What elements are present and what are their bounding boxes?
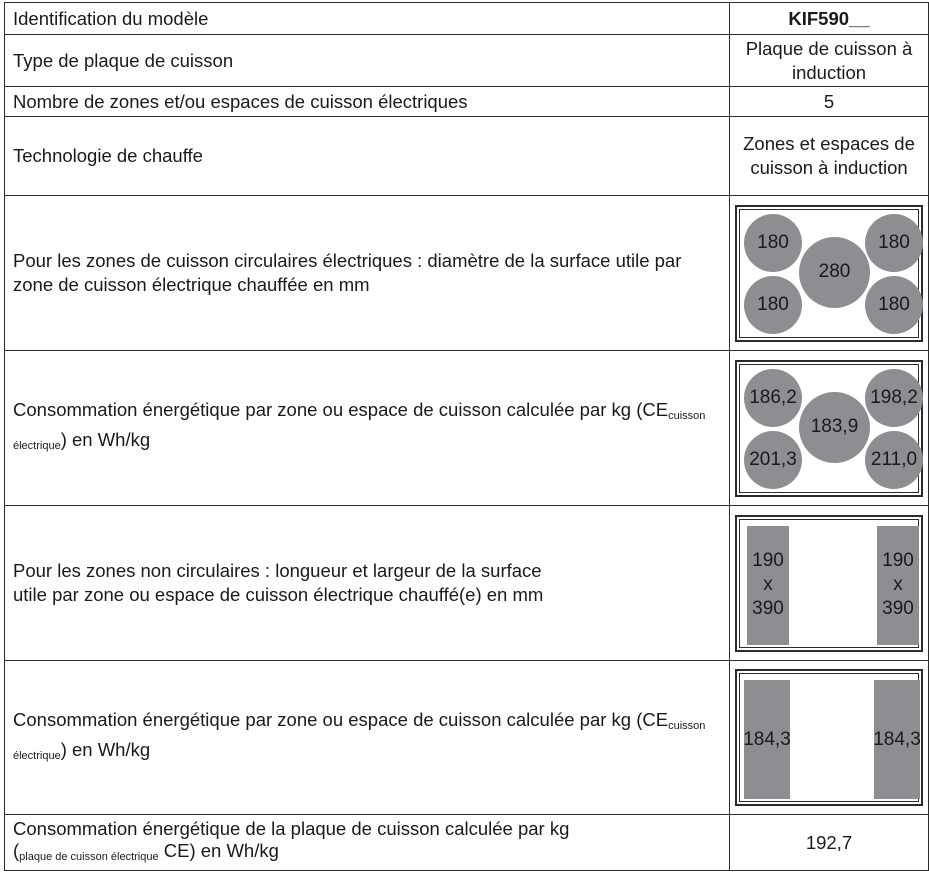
zone-circle-bottom-left: 201,3 (744, 431, 802, 489)
table-row (5, 35, 929, 87)
zone-circle-bottom-right: 180 (865, 276, 923, 334)
table-row (5, 117, 929, 196)
hob-type-value: Plaque de cuisson à induction (730, 35, 929, 87)
noncircular-consumption-diagram (735, 669, 923, 806)
table-row (5, 196, 929, 351)
zone-circle-center: 183,9 (799, 392, 870, 463)
zone-circle-top-right: 198,2 (865, 369, 923, 427)
noncircular-consumption-label: Consommation énergétique par zone ou espace de cuisson calculée par kg $(CE_{cuisson électrique})$ en Wh/kg (5, 661, 730, 815)
zone-circle-top-left: 180 (744, 214, 802, 272)
table-row (5, 815, 929, 871)
table-row (5, 3, 929, 35)
zone-rect-left: 184,3 (744, 680, 790, 799)
circular-zone-diagram (735, 205, 923, 342)
noncircular-size-label: Pour les zones non circulaires : longueur et largeur de la surface utile par zone ou espace de cuisson électrique chauffé(e) en mm (5, 506, 730, 661)
model-id-label: Identification du modèle (5, 3, 730, 35)
model-suffix: __ (849, 7, 870, 29)
heating-technology-value: Zones et espaces de cuisson à induction (730, 117, 929, 196)
circular-consumption-label: Consommation énergétique par zone ou espace de cuisson calculée par kg $(CE_{cuisson électrique})$ en Wh/kg (5, 351, 730, 506)
table-row (5, 661, 929, 815)
circular-consumption-diagram (735, 360, 923, 497)
product-info-table (4, 2, 929, 871)
zones-count-value: 5 (730, 87, 929, 117)
table-row (5, 351, 929, 506)
zone-rect-right: 184,3 (874, 680, 920, 799)
heating-technology-label: Technologie de chauffe (5, 117, 730, 196)
zone-rect-right: 190 x 390 (877, 526, 919, 645)
zones-count-label: Nombre de zones et/ou espaces de cuisson électriques (5, 87, 730, 117)
model-id-value (730, 3, 929, 35)
zone-rect-left: 190 x 390 (747, 526, 789, 645)
hob-type-label: Type de plaque de cuisson (5, 35, 730, 87)
zone-circle-top-right: 180 (865, 214, 923, 272)
zone-circle-bottom-left: 180 (744, 276, 802, 334)
hob-consumption-value: 192,7 (730, 815, 929, 871)
circular-diameter-label: Pour les zones de cuisson circulaires électriques : diamètre de la surface utile par zone de cuisson électrique chauffée en mm (5, 196, 730, 351)
hob-consumption-label: Consommation énergétique de la plaque de cuisson calculée par kg ($_{plaque de cuisson électrique}$ CE) en Wh/kg (5, 815, 730, 871)
model-code: KIF590 (788, 7, 850, 29)
table-row (5, 87, 929, 117)
zone-circle-top-left: 186,2 (744, 369, 802, 427)
table-row (5, 506, 929, 661)
zone-circle-bottom-right: 211,0 (865, 431, 923, 489)
noncircular-zone-diagram (735, 515, 923, 652)
zone-circle-center: 280 (799, 237, 870, 308)
